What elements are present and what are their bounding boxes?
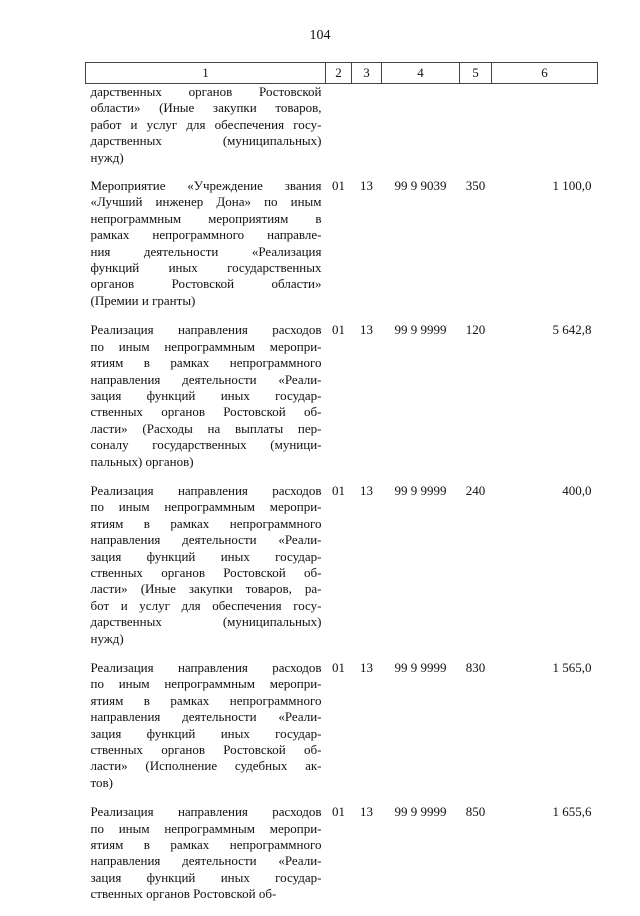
description-line: по иным непрограммным меропри- xyxy=(90,499,322,515)
section-code: 01 xyxy=(332,482,345,498)
description-line: работ и услуг для обеспечения госу- xyxy=(90,116,322,132)
description-line: Мероприятие «Учреждение звания xyxy=(90,178,322,194)
amount: 1 100,0 xyxy=(552,178,592,194)
expense-type-code: 120 xyxy=(465,322,486,338)
target-article-code xyxy=(382,84,460,179)
target-article-code: 99 9 9999 xyxy=(394,804,447,820)
description-line: нужд) xyxy=(90,149,124,165)
section-code xyxy=(326,84,352,179)
description-line: «Лучший инженер Дона» по иным xyxy=(90,194,322,210)
amount xyxy=(492,84,598,179)
header-col-3: 3 xyxy=(352,63,382,84)
table-body xyxy=(86,84,598,916)
description-line: рамках непрограммного направле- xyxy=(90,227,322,243)
description-line: ласти» (Иные закупки товаров, ра- xyxy=(90,581,322,597)
page-number: 104 xyxy=(309,28,331,43)
description-line: ственных органов Ростовской об- xyxy=(90,564,322,580)
row-description xyxy=(86,322,326,483)
header-col-4: 4 xyxy=(382,63,460,84)
description-line: тов) xyxy=(90,774,113,790)
description-line: дарственных (муниципальных) xyxy=(90,133,322,149)
subsection-code: 13 xyxy=(360,804,373,820)
amount: 5 642,8 xyxy=(552,322,592,338)
table-row xyxy=(86,84,598,179)
description-line: ственных органов Ростовской об- xyxy=(90,404,322,420)
description-line: по иным непрограммным меропри- xyxy=(90,676,322,692)
description-line: Реализация направления расходов xyxy=(90,482,322,498)
description-line: ятиям в рамках непрограммного xyxy=(90,515,322,531)
row-description xyxy=(86,178,326,322)
table-header xyxy=(86,63,598,84)
table-row xyxy=(86,804,598,915)
description-line: органов Ростовской области» xyxy=(90,276,322,292)
description-line: дарственных (муниципальных) xyxy=(90,614,322,630)
header-col-5: 5 xyxy=(460,63,492,84)
subsection-code xyxy=(352,84,382,179)
description-line: зация функций иных государ- xyxy=(90,387,322,403)
subsection-code: 13 xyxy=(360,322,373,338)
header-col-1: 1 xyxy=(86,63,326,84)
table-row xyxy=(86,322,598,483)
section-code: 01 xyxy=(332,178,345,194)
subsection-code: 13 xyxy=(360,178,373,194)
budget-table xyxy=(85,62,598,916)
description-line: зация функций иных государ- xyxy=(90,869,322,885)
description-line: зация функций иных государ- xyxy=(90,548,322,564)
amount: 400,0 xyxy=(562,482,592,498)
amount: 1 565,0 xyxy=(552,660,592,675)
header-col-2: 2 xyxy=(326,63,352,84)
description-line: направления деятельности «Реали- xyxy=(90,853,322,869)
description-line: ственных органов Ростовской об- xyxy=(90,886,277,902)
description-line: (Премии и гранты) xyxy=(90,292,196,308)
table-row xyxy=(86,660,598,804)
description-line: области» (Иные закупки товаров, xyxy=(90,100,322,116)
expense-type-code: 240 xyxy=(465,482,486,498)
description-line: бот и услуг для обеспечения госу- xyxy=(90,597,322,613)
description-line: направления деятельности «Реали- xyxy=(90,709,322,725)
description-line: нужд) xyxy=(90,630,124,646)
row-description xyxy=(86,483,326,660)
table-row xyxy=(86,483,598,660)
row-description xyxy=(86,804,326,915)
description-line: по иным непрограммным меропри- xyxy=(90,820,322,836)
description-line: ятиям в рамках непрограммного xyxy=(90,355,322,371)
section-code: 01 xyxy=(332,322,345,338)
description-line: направления деятельности «Реали- xyxy=(90,371,322,387)
expense-type-code: 350 xyxy=(465,178,486,194)
subsection-code: 13 xyxy=(360,482,373,498)
description-line: Реализация направления расходов xyxy=(90,660,322,675)
description-line: ственных органов Ростовской об- xyxy=(90,742,322,758)
expense-type-code: 850 xyxy=(465,804,486,820)
expense-type-code: 830 xyxy=(465,660,486,675)
row-description xyxy=(86,84,326,179)
description-line: дарственных органов Ростовской xyxy=(90,84,322,99)
description-line: Реализация направления расходов xyxy=(90,804,322,820)
amount: 1 655,6 xyxy=(552,804,592,820)
description-line: соналу государственных (муници- xyxy=(90,437,322,453)
description-line: по иным непрограммным меропри- xyxy=(90,338,322,354)
description-line: ятиям в рамках непрограммного xyxy=(90,692,322,708)
expense-type-code xyxy=(460,84,492,179)
description-line: ласти» (Исполнение судебных ак- xyxy=(90,758,322,774)
description-line: функций иных государственных xyxy=(90,260,322,276)
description-line: пальных) органов) xyxy=(90,453,194,469)
description-line: ния деятельности «Реализация xyxy=(90,243,322,259)
section-code: 01 xyxy=(332,804,345,820)
description-line: Реализация направления расходов xyxy=(90,322,322,338)
subsection-code: 13 xyxy=(360,660,373,675)
target-article-code: 99 9 9999 xyxy=(394,482,447,498)
description-line: направления деятельности «Реали- xyxy=(90,532,322,548)
section-code: 01 xyxy=(332,660,345,675)
table-row xyxy=(86,178,598,322)
target-article-code: 99 9 9999 xyxy=(394,660,447,675)
target-article-code: 99 9 9039 xyxy=(394,178,447,194)
description-line: ятиям в рамках непрограммного xyxy=(90,837,322,853)
row-description xyxy=(86,660,326,804)
target-article-code: 99 9 9999 xyxy=(394,322,447,338)
description-line: ласти» (Расходы на выплаты пер- xyxy=(90,420,322,436)
header-col-6: 6 xyxy=(492,63,598,84)
description-line: зация функций иных государ- xyxy=(90,725,322,741)
description-line: непрограммным мероприятиям в xyxy=(90,210,322,226)
